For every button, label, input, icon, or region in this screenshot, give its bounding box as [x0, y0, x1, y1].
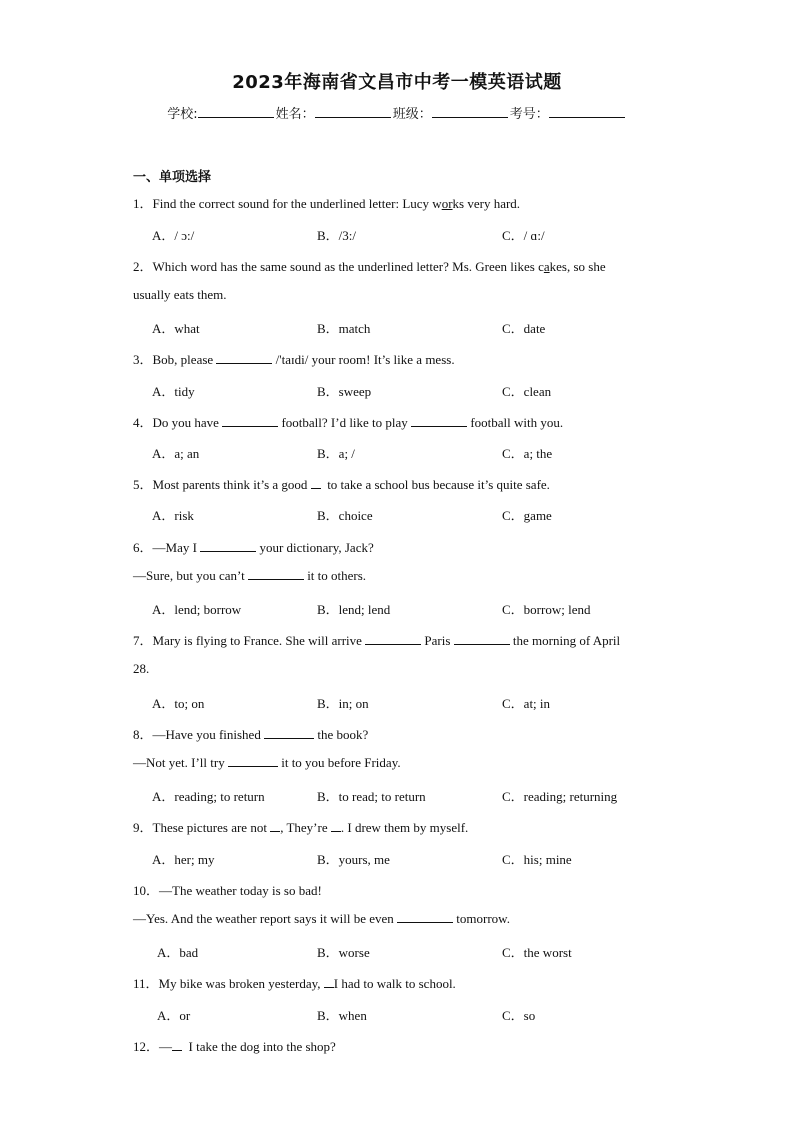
- question-text: These pictures are not: [152, 820, 271, 835]
- exam-no-blank[interactable]: [549, 105, 625, 118]
- question-number: 7．: [133, 633, 153, 648]
- question-text: to take a school bus because it’s quite safe.: [327, 477, 550, 492]
- q9-option-b[interactable]: B．yours, me: [317, 852, 390, 867]
- question-number: 2．: [133, 259, 153, 274]
- q2-option-c[interactable]: C．date: [502, 321, 546, 336]
- question-6: [133, 537, 374, 556]
- q1-option-a[interactable]: A．/ ɔ:/: [152, 228, 195, 243]
- question-6-line-2: [133, 568, 366, 584]
- question-text: kes, so she: [549, 259, 606, 274]
- question-10: [133, 880, 322, 899]
- question-number: 4．: [133, 415, 153, 430]
- q10-option-b[interactable]: B．worse: [317, 945, 370, 960]
- q5-option-a[interactable]: A．risk: [152, 508, 194, 523]
- question-number: 12．: [133, 1039, 160, 1054]
- q10-option-c[interactable]: C．the worst: [502, 945, 572, 960]
- q4-option-a[interactable]: A．a; an: [152, 446, 200, 461]
- question-number: 3．: [133, 352, 153, 367]
- class-blank[interactable]: [432, 105, 508, 118]
- question-number: 9．: [133, 820, 153, 835]
- q7-option-b[interactable]: B．in; on: [317, 696, 369, 711]
- exam-no-label: 考号：: [509, 107, 549, 122]
- question-text: —Sure, but you can’t: [133, 568, 248, 583]
- question-text: your dictionary, Jack?: [259, 540, 374, 555]
- question-1: [133, 193, 520, 212]
- question-text: —May I: [152, 540, 201, 555]
- question-9: [133, 817, 468, 836]
- question-text: My bike was broken yesterday,: [158, 976, 324, 991]
- question-2: [133, 256, 606, 275]
- q11-option-c[interactable]: C．so: [502, 1008, 536, 1023]
- question-8: [133, 724, 368, 743]
- question-text: Paris: [424, 633, 454, 648]
- question-text: the book?: [317, 727, 369, 742]
- question-text: —Yes. And the weather report says it will be even: [133, 911, 398, 926]
- answer-blank[interactable]: [200, 540, 256, 552]
- name-blank[interactable]: [315, 105, 391, 118]
- question-12: [133, 1036, 336, 1055]
- question-number: 5．: [133, 477, 153, 492]
- question-text: —Not yet. I’ll try: [133, 755, 228, 770]
- student-info: [0, 103, 794, 122]
- q4-option-b[interactable]: B．a; /: [317, 446, 355, 461]
- question-text: Most parents think it’s a good: [152, 477, 311, 492]
- question-5: [133, 474, 550, 493]
- answer-blank[interactable]: [454, 633, 510, 645]
- q7-option-a[interactable]: A．to; on: [152, 696, 205, 711]
- q3-option-c[interactable]: C．clean: [502, 384, 552, 399]
- answer-blank[interactable]: [311, 477, 321, 489]
- q8-option-b[interactable]: B．to read; to return: [317, 789, 426, 804]
- question-text: /'taɪdi/ your room! It’s like a mess.: [275, 352, 455, 367]
- question-number: 11．: [133, 976, 159, 991]
- answer-blank[interactable]: [228, 755, 278, 767]
- q7-option-c[interactable]: C．at; in: [502, 696, 551, 711]
- q5-option-c[interactable]: C．game: [502, 508, 552, 523]
- question-text: I take the dog into the shop?: [188, 1039, 336, 1054]
- q9-option-a[interactable]: A．her; my: [152, 852, 215, 867]
- q6-option-a[interactable]: A．lend; borrow: [152, 602, 242, 617]
- q11-option-a[interactable]: A．or: [157, 1008, 191, 1023]
- q6-option-c[interactable]: C．borrow; lend: [502, 602, 591, 617]
- q5-option-b[interactable]: B．choice: [317, 508, 373, 523]
- q8-option-a[interactable]: A．reading; to return: [152, 789, 265, 804]
- answer-blank[interactable]: [264, 727, 314, 739]
- question-text: ks very hard.: [452, 196, 521, 211]
- question-3: [133, 349, 455, 368]
- q2-option-a[interactable]: A．what: [152, 321, 200, 336]
- name-label: 姓名：: [275, 107, 315, 122]
- section-heading: 一、单项选择: [133, 170, 212, 185]
- answer-blank[interactable]: [324, 976, 334, 988]
- school-blank[interactable]: [198, 105, 274, 118]
- q2-option-b[interactable]: B．match: [317, 321, 371, 336]
- question-text: Mary is flying to France. She will arrive: [152, 633, 366, 648]
- answer-blank[interactable]: [331, 820, 341, 832]
- answer-blank[interactable]: [248, 568, 304, 580]
- underlined-letter: or: [441, 196, 453, 211]
- q6-option-b[interactable]: B．lend; lend: [317, 602, 391, 617]
- q3-option-a[interactable]: A．tidy: [152, 384, 195, 399]
- q3-option-b[interactable]: B．sweep: [317, 384, 372, 399]
- page-title: 2023年海南省文昌市中考一模英语试题: [232, 72, 562, 93]
- question-text: the morning of April: [512, 633, 621, 648]
- question-text: it to others.: [307, 568, 367, 583]
- question-number: 1．: [133, 196, 153, 211]
- question-text: —The weather today is so bad!: [159, 883, 322, 898]
- q1-option-c[interactable]: C．/ ɑ:/: [502, 228, 545, 243]
- answer-blank[interactable]: [270, 820, 280, 832]
- question-11: [133, 973, 456, 992]
- question-4: [133, 412, 563, 431]
- question-text: Bob, please: [152, 352, 217, 367]
- answer-blank[interactable]: [365, 633, 421, 645]
- underlined-letter: a: [543, 259, 550, 274]
- question-2-line-2: usually eats them.: [133, 287, 227, 302]
- question-text: Find the correct sound for the underlined letter: Lucy w: [152, 196, 442, 211]
- q10-option-a[interactable]: A．bad: [157, 945, 199, 960]
- q1-option-b[interactable]: B．/3:/: [317, 228, 357, 243]
- question-text: Which word has the same sound as the underlined letter? Ms. Green likes c: [152, 259, 544, 274]
- q11-option-b[interactable]: B．when: [317, 1008, 367, 1023]
- question-8-line-2: [133, 755, 401, 771]
- question-text: it to you before Friday.: [281, 755, 401, 770]
- question-text: football? I’d like to play: [281, 415, 412, 430]
- question-text: football with you.: [470, 415, 564, 430]
- question-number: 10．: [133, 883, 160, 898]
- answer-blank[interactable]: [411, 415, 467, 427]
- q4-option-c[interactable]: C．a; the: [502, 446, 553, 461]
- answer-blank[interactable]: [216, 352, 272, 364]
- question-text: tomorrow.: [456, 911, 510, 926]
- answer-blank[interactable]: [222, 415, 278, 427]
- question-text: —Have you finished: [152, 727, 265, 742]
- school-label: 学校:: [167, 107, 198, 122]
- question-number: 8．: [133, 727, 153, 742]
- question-text: . I drew them by myself.: [340, 820, 469, 835]
- question-number: 6．: [133, 540, 153, 555]
- class-label: 班级：: [392, 107, 432, 122]
- question-text: , They’re: [280, 820, 331, 835]
- q9-option-c[interactable]: C．his; mine: [502, 852, 572, 867]
- q8-option-c[interactable]: C．reading; returning: [502, 789, 618, 804]
- question-7: [133, 630, 620, 649]
- answer-blank[interactable]: [172, 1039, 182, 1051]
- question-text: —: [159, 1039, 173, 1054]
- question-text: I had to walk to school.: [333, 976, 456, 991]
- question-text: Do you have: [152, 415, 223, 430]
- question-7-line-2: 28.: [133, 661, 150, 676]
- answer-blank[interactable]: [397, 911, 453, 923]
- question-10-line-2: [133, 911, 510, 927]
